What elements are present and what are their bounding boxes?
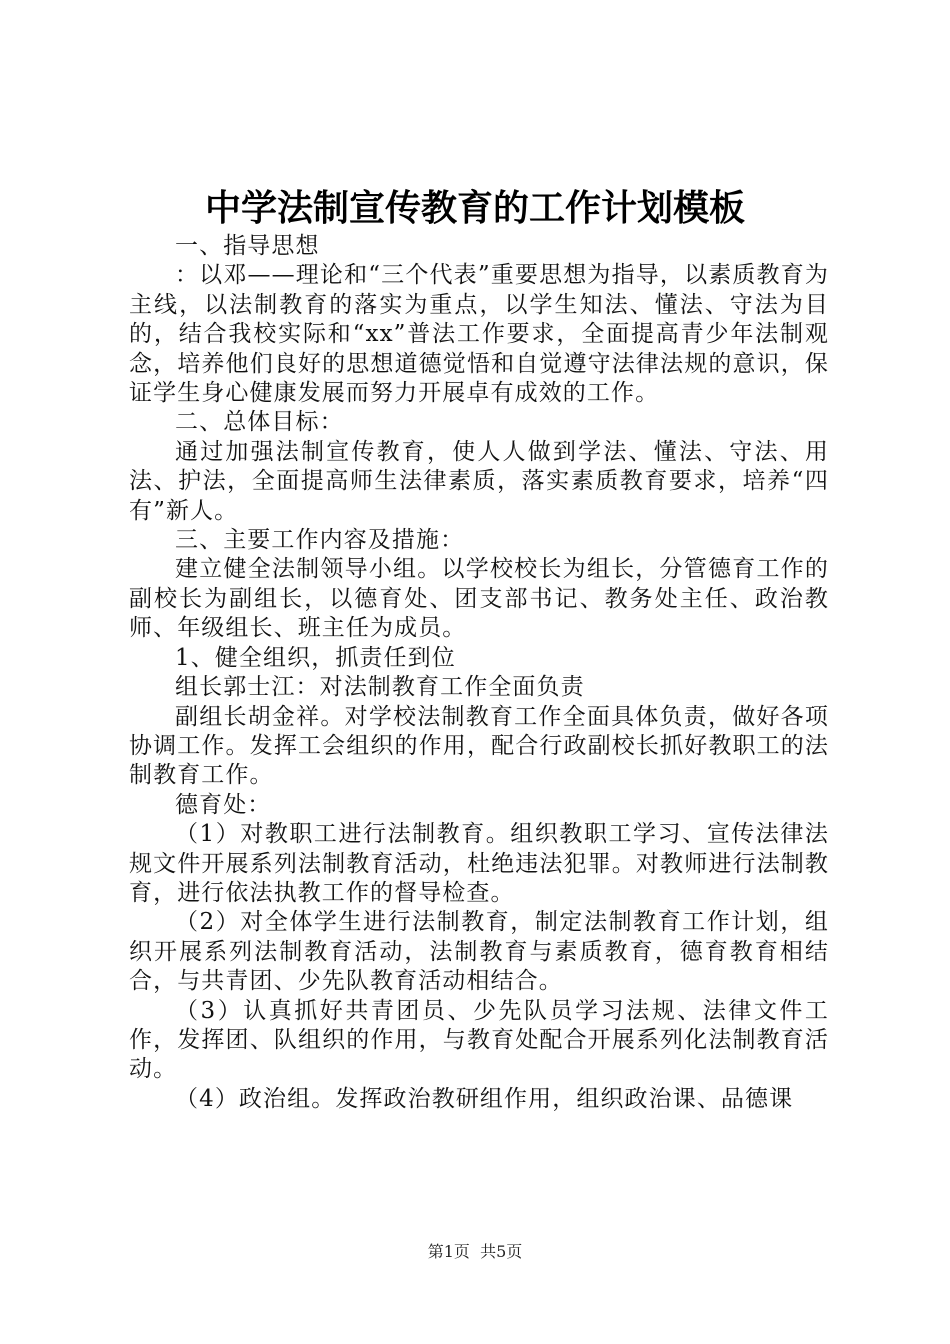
page-number: 第1页 xyxy=(427,1242,470,1261)
paragraph-leadership-group: 建立健全法制领导小组。以学校校长为组长，分管德育工作的副校长为副组长，以德育处、团支部书记、教务处主任、政治教师、年级组长、班主任为成员。 xyxy=(129,556,829,642)
paragraph-deputy-leader: 副组长胡金祥。对学校法制教育工作全面具体负责，做好各项协调工作。发挥工会组织的作用，配合行政副校长抓好教职工的法制教育工作。 xyxy=(129,703,829,789)
paragraph-moral-office: 德育处： xyxy=(175,791,272,818)
page-footer xyxy=(0,1242,950,1262)
document-title: 中学法制宣传教育的工作计划模板 xyxy=(204,188,745,229)
section-heading-main-work: 三、主要工作内容及措施： xyxy=(175,527,465,554)
paragraph-item-4: （4）政治组。发挥政治教研组作用，组织政治课、品德课 xyxy=(175,1085,794,1112)
paragraph-overall-goal: 通过加强法制宣传教育，使人人做到学法、懂法、守法、用法、护法，全面提高师生法律素质，落实素质教育要求，培养“四有”新人。 xyxy=(129,438,829,524)
paragraph-item-2: （2）对全体学生进行法制教育，制定法制教育工作计划，组织开展系列法制教育活动，法制教育与素质教育，德育教育相结合，与共青团、少先队教育活动相结合。 xyxy=(129,909,829,995)
paragraph-guiding-thought: ：以邓——理论和“三个代表”重要思想为指导，以素质教育为主线，以法制教育的落实为重点，以学生知法、懂法、守法为目的，结合我校实际和“xx”普法工作要求，全面提高青少年法制观念，培养他们良好的思想道德觉悟和自觉遵守法律法规的意识，保证学生身心健康发展而努力开展卓有成效的工作。 xyxy=(129,262,829,407)
paragraph-item-1: （1）对教职工进行法制教育。组织教职工学习、宣传法律法规文件开展系列法制教育活动，杜绝违法犯罪。对教师进行法制教育，进行依法执教工作的督导检查。 xyxy=(129,821,829,906)
page-total: 共5页 xyxy=(480,1242,523,1261)
subheading-organization: 1、健全组织，抓责任到位 xyxy=(175,644,456,671)
section-heading-guiding-thought: 一、指导思想 xyxy=(175,233,320,259)
document-body xyxy=(129,232,829,1114)
paragraph-item-3: （3）认真抓好共青团员、少先队员学习法规、法律文件工作，发挥团、队组织的作用，与教育处配合开展系列化法制教育活动。 xyxy=(129,997,829,1083)
paragraph-group-leader: 组长郭士江：对法制教育工作全面负责 xyxy=(175,674,585,701)
section-heading-overall-goal: 二、总体目标： xyxy=(175,409,344,436)
